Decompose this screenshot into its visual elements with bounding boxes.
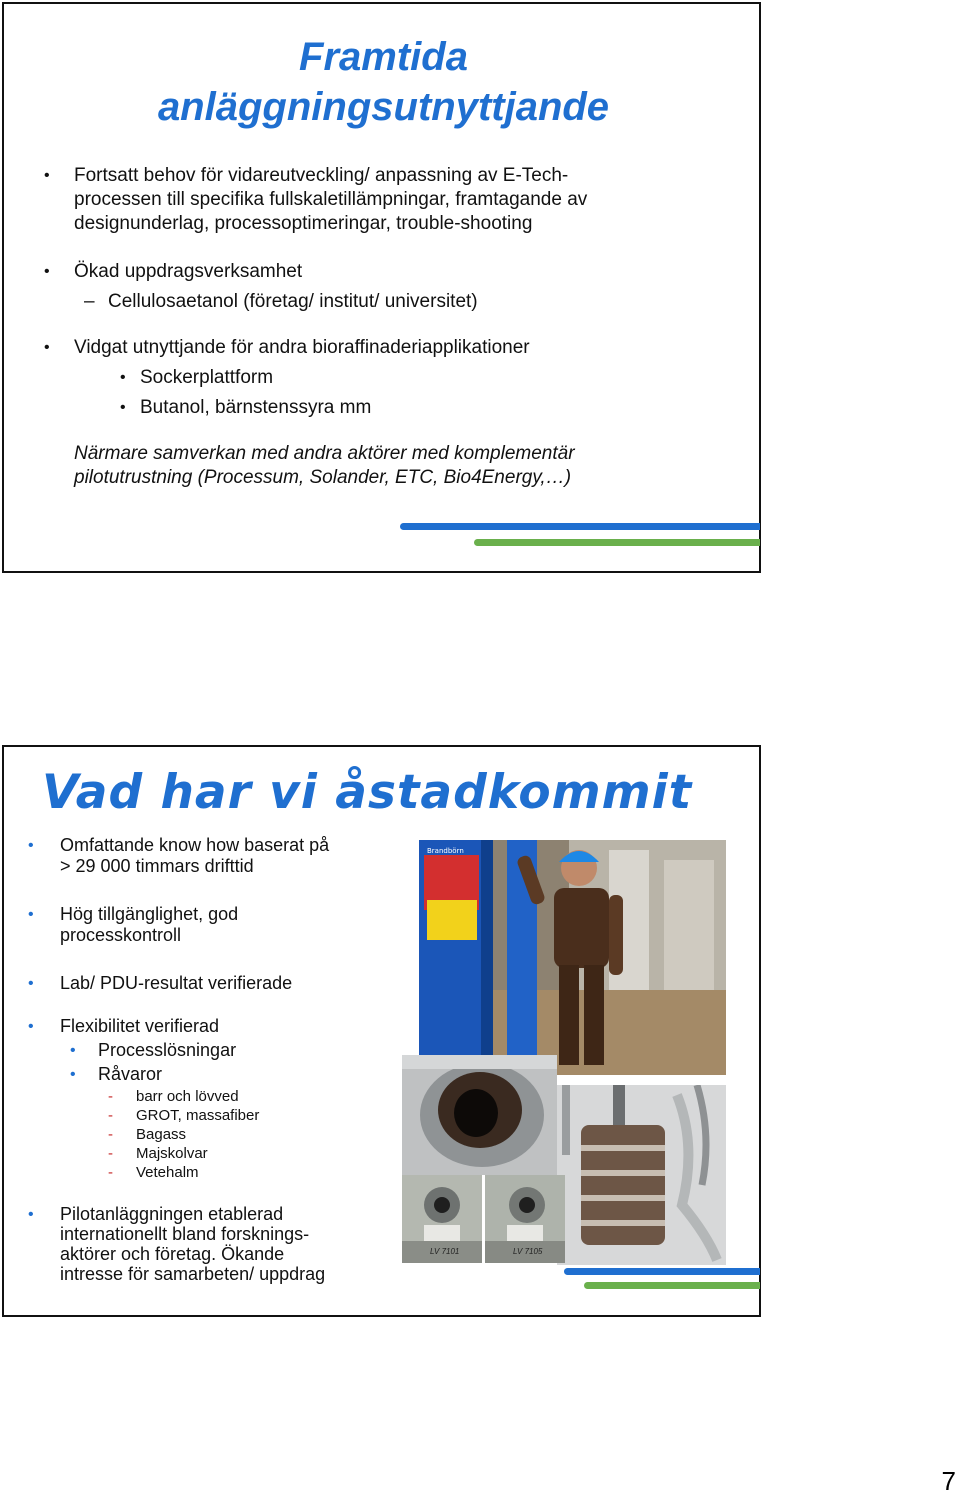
b4-sub-2: Råvaror xyxy=(98,1064,163,1084)
worker-illustration xyxy=(419,840,726,1075)
valve-label-1: LV 7101 xyxy=(430,1247,460,1256)
bullet-dot: • xyxy=(28,837,34,854)
b4: Flexibilitet verifierad xyxy=(60,1016,220,1036)
bullet-dot: • xyxy=(28,1206,34,1223)
bullet-2-sub: Cellulosaetanol (företag/ institut/ universitet) xyxy=(108,291,478,312)
bullet-dot: • xyxy=(44,167,50,184)
d1: barr och lövved xyxy=(136,1088,239,1105)
dash-marker: - xyxy=(108,1088,113,1105)
bullet-dot: • xyxy=(28,975,34,992)
bullet-dot: • xyxy=(28,1018,34,1035)
green-stripe xyxy=(584,1282,760,1289)
d5: Vetehalm xyxy=(136,1164,199,1181)
blue-stripe xyxy=(400,523,760,530)
title-line-1: Framtida xyxy=(299,35,468,79)
blue-stripe xyxy=(564,1268,760,1275)
slide-1 xyxy=(2,2,761,573)
bullet-3-sub-1: Sockerplattform xyxy=(140,367,274,388)
italic-line-1: Närmare samverkan med andra aktörer med komplementär xyxy=(74,443,575,464)
page-number: 7 xyxy=(941,1466,956,1496)
slide-2 xyxy=(2,745,761,1317)
title-line-2: anläggningsutnyttjande xyxy=(157,85,610,129)
b5-line-2: internationellt bland forsknings- xyxy=(60,1224,310,1244)
dash-marker: – xyxy=(84,291,95,312)
pipe-photo xyxy=(402,1055,557,1175)
b5-line-3: aktörer och företag. Ökande xyxy=(60,1244,285,1264)
pipe-illustration xyxy=(402,1055,557,1175)
slide-1-title xyxy=(4,32,763,132)
b5-line-4: intresse för samarbeten/ uppdrag xyxy=(60,1264,326,1284)
worker-photo xyxy=(419,840,726,1075)
bullet-dot: • xyxy=(70,1066,76,1083)
italic-line-2: pilotutrustning (Processum, Solander, ETC, Bio4Energy,…) xyxy=(74,467,572,488)
d4: Majskolvar xyxy=(136,1145,208,1162)
dash-marker: - xyxy=(108,1145,113,1162)
bullet-dot: • xyxy=(28,906,34,923)
valve-label-2: LV 7105 xyxy=(513,1247,543,1256)
b2-line-2: processkontroll xyxy=(60,925,182,945)
dash-marker: - xyxy=(108,1164,113,1181)
bullet-3-sub-2: Butanol, bärnstenssyra mm xyxy=(140,397,372,418)
d3: Bagass xyxy=(136,1126,187,1143)
b3: Lab/ PDU-resultat verifierade xyxy=(60,973,293,993)
bullet-dot: • xyxy=(44,339,50,356)
bullet-dot: • xyxy=(120,399,126,416)
bullet-3: Vidgat utnyttjande för andra bioraffinaderiapplikationer xyxy=(74,337,530,358)
b5-line-1: Pilotanläggningen etablerad xyxy=(60,1204,284,1224)
valve-photo-1 xyxy=(402,1175,482,1263)
d2: GROT, massafiber xyxy=(136,1107,260,1124)
bullet-dot: • xyxy=(70,1042,76,1059)
sign-text: Brandbörn xyxy=(427,847,464,855)
bullet-1-line-2: processen till specifika fullskaletillämpningar, framtagande av xyxy=(74,189,588,210)
bullet-dot: • xyxy=(44,263,50,280)
bullet-2: Ökad uppdragsverksamhet xyxy=(74,261,303,282)
green-stripe xyxy=(474,539,760,546)
b1-line-2: > 29 000 timmars drifttid xyxy=(60,856,254,876)
b4-sub-1: Processlösningar xyxy=(98,1040,237,1060)
valve-photo-2 xyxy=(485,1175,565,1263)
bullet-1-line-3: designunderlag, processoptimeringar, trouble-shooting xyxy=(74,213,533,234)
bullet-1-line-1: Fortsatt behov för vidareutveckling/ anpassning av E-Tech- xyxy=(74,165,569,186)
cylinder-photo xyxy=(557,1085,726,1265)
dash-marker: - xyxy=(108,1126,113,1143)
b1-line-1: Omfattande know how baserat på xyxy=(60,835,330,855)
slide-2-title: Vad har vi åstadkommit xyxy=(42,765,693,820)
dash-marker: - xyxy=(108,1107,113,1124)
b2-line-1: Hög tillgänglighet, god xyxy=(60,904,239,924)
cylinder-illustration xyxy=(557,1085,726,1265)
bullet-dot: • xyxy=(120,369,126,386)
